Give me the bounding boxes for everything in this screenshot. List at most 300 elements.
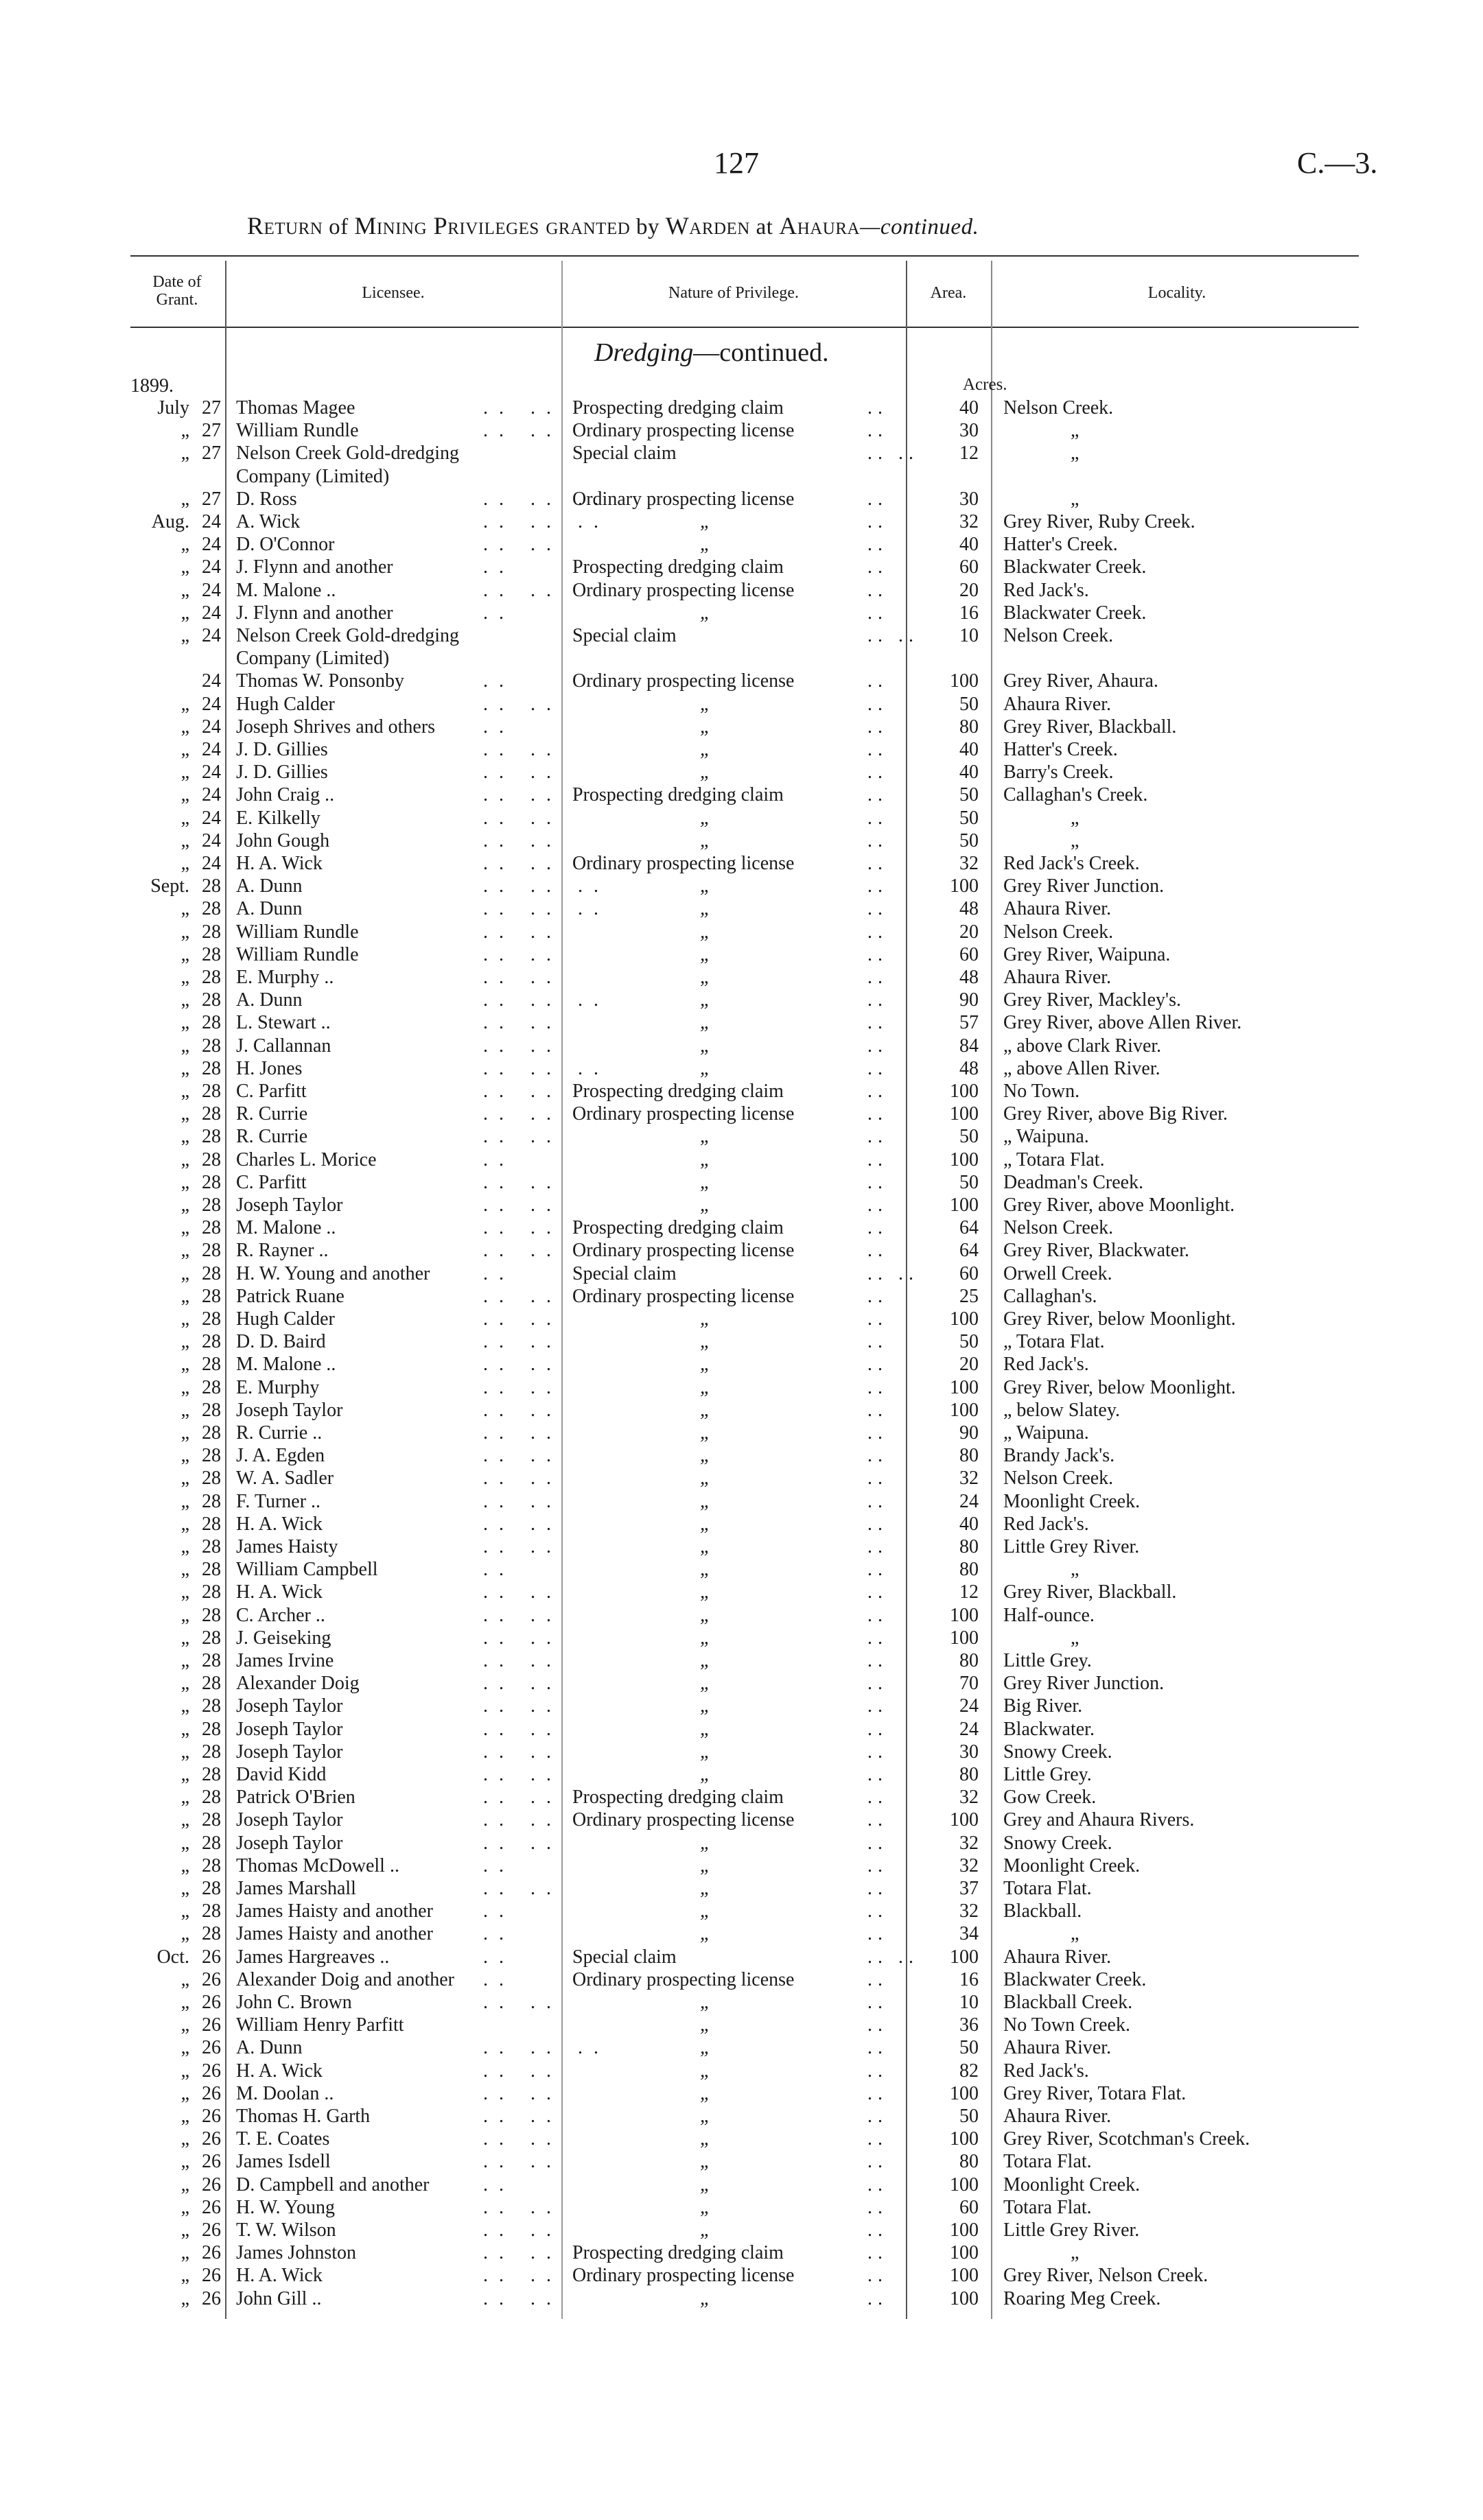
- table-row: [0, 1239, 1483, 1262]
- paper-code: C.—3.: [1297, 146, 1378, 180]
- date-day: 28: [202, 1878, 221, 1899]
- nature-leader-dots: ..: [867, 1354, 888, 1376]
- date-month: „: [180, 1035, 189, 1057]
- table-row: [0, 1353, 1483, 1376]
- area-acres: 50: [959, 693, 979, 715]
- date-day: 26: [202, 2242, 221, 2264]
- area-acres: 100: [950, 1809, 979, 1831]
- licensee: Patrick O'Brien: [236, 1787, 355, 1809]
- date-day: 24: [202, 670, 221, 692]
- date-month: „: [180, 1718, 189, 1740]
- nature-of-privilege: Special claim: [572, 1262, 677, 1284]
- nature-of-privilege: „: [700, 1650, 711, 1671]
- date-day: 28: [202, 1012, 221, 1034]
- header-nature: Nature of Privilege.: [668, 284, 799, 302]
- locality: Nelson Creek.: [1003, 1468, 1114, 1489]
- table-row: [0, 1194, 1483, 1216]
- nature-leader-dots: ..: [867, 1900, 888, 1922]
- licensee: Nelson Creek Gold-dredging: [236, 625, 460, 646]
- date-month: „: [180, 1536, 189, 1557]
- licensee-leader-dots: .. ..: [483, 1354, 562, 1376]
- nature-leader-dots: ..: [867, 1627, 888, 1649]
- nature-leader-dots: ..: [867, 1468, 888, 1489]
- locality: „ above Allen River.: [1003, 1057, 1160, 1079]
- locality: Grey River, Nelson Creek.: [1003, 2265, 1208, 2287]
- area-acres: 24: [959, 1718, 979, 1740]
- licensee: William Rundle: [236, 420, 359, 442]
- nature-leader-dots: ..: [867, 1035, 888, 1057]
- area-acres: 50: [959, 1126, 979, 1148]
- locality: Grey River, below Moonlight.: [1003, 1376, 1236, 1398]
- nature-leader-dots: ..: [867, 1081, 888, 1102]
- nature-leader-dots: ..: [867, 2060, 888, 2082]
- table-row: [0, 2174, 1483, 2196]
- area-acres: 70: [959, 1673, 979, 1695]
- licensee: E. Kilkelly: [236, 807, 320, 829]
- date-day: 28: [202, 1650, 221, 1671]
- nature-leader-dots: ..: [867, 1171, 888, 1193]
- nature-leader-dots: ..: [867, 1012, 888, 1034]
- table-row: [0, 1467, 1483, 1489]
- locality: Nelson Creek.: [1003, 921, 1114, 943]
- table-row: [0, 1399, 1483, 1422]
- table-row: [0, 1854, 1483, 1877]
- nature-leader-dots: ..: [867, 1604, 888, 1626]
- licensee-leader-dots: .. ..: [483, 2196, 562, 2218]
- section-heading: [594, 338, 829, 368]
- area-acres: 100: [950, 1081, 979, 1102]
- table-row: [0, 1968, 1483, 1991]
- licensee: Thomas W. Ponsonby: [236, 670, 405, 692]
- date-day: 26: [202, 1946, 221, 1968]
- date-month: „: [180, 1126, 189, 1148]
- area-acres: 100: [950, 1376, 979, 1398]
- date-month: „: [180, 921, 189, 943]
- date-day: 28: [202, 1422, 221, 1444]
- date-month: „: [180, 2287, 189, 2309]
- licensee-leader-dots: .. ..: [483, 762, 562, 784]
- licensee-leader-dots: .. ..: [483, 1809, 562, 1831]
- date-day: 26: [202, 2151, 221, 2173]
- table-row: [0, 2105, 1483, 2128]
- nature-of-privilege: „: [700, 511, 711, 532]
- nature-leader-dots: .. ..: [867, 625, 919, 646]
- area-acres: 50: [959, 807, 979, 829]
- locality: Callaghan's.: [1003, 1285, 1097, 1307]
- date-month: „: [180, 1695, 189, 1717]
- area-acres: 80: [959, 1764, 979, 1785]
- nature-leader-dots: ..: [867, 420, 888, 442]
- date-month: „: [180, 1650, 189, 1671]
- date-day: 28: [202, 1832, 221, 1854]
- table-row: [0, 2150, 1483, 2173]
- date-day: 28: [202, 1240, 221, 1262]
- licensee-leader-dots: ..: [483, 1946, 515, 1968]
- nature-of-privilege: „: [700, 1468, 711, 1489]
- table-row: [0, 875, 1483, 897]
- nature-leader-dots: ..: [867, 2242, 888, 2264]
- nature-leader-dots: ..: [867, 1422, 888, 1444]
- table-row: [0, 2241, 1483, 2264]
- nature-of-privilege: „: [700, 739, 711, 760]
- licensee-leader-dots: .. ..: [483, 1878, 562, 1899]
- locality: Roaring Meg Creek.: [1003, 2287, 1161, 2309]
- date-month: „: [180, 420, 189, 442]
- licensee-leader-dots: .. ..: [483, 1194, 562, 1216]
- table-row: [0, 1422, 1483, 1444]
- licensee-leader-dots: .. ..: [483, 693, 562, 715]
- nature-of-privilege: „: [700, 1581, 711, 1603]
- nature-leader-dots: ..: [867, 1854, 888, 1876]
- locality: „: [1071, 2242, 1079, 2264]
- table-row: [0, 716, 1483, 738]
- locality: „ below Slatey.: [1003, 1399, 1121, 1421]
- nature-leader-dots: ..: [867, 2128, 888, 2150]
- date-month: „: [180, 853, 189, 874]
- nature-leader-dots: ..: [867, 1878, 888, 1899]
- licensee: H. W. Young and another: [236, 1262, 430, 1284]
- area-acres: 100: [950, 2287, 979, 2309]
- date-month: „: [180, 1923, 189, 1945]
- locality: Grey River, Scotchman's Creek.: [1003, 2128, 1250, 2150]
- locality: No Town Creek.: [1003, 2014, 1130, 2036]
- licensee: James Haisty and another: [236, 1923, 433, 1945]
- date-day: 26: [202, 2174, 221, 2195]
- nature-of-privilege: „: [700, 921, 711, 943]
- nature-of-privilege: „: [700, 2196, 711, 2218]
- nature-of-privilege: „: [700, 2287, 711, 2309]
- licensee: Company (Limited): [236, 465, 390, 487]
- locality: „: [1071, 1559, 1079, 1581]
- header-area: Area.: [930, 284, 967, 302]
- nature-of-privilege: „: [700, 1764, 711, 1785]
- licensee-leader-dots: .. ..: [483, 1490, 562, 1512]
- date-day: 24: [202, 829, 221, 851]
- nature-leader-dots: ..: [867, 2287, 888, 2309]
- nature-of-privilege: „: [700, 1832, 711, 1854]
- nature-of-privilege: Special claim: [572, 443, 677, 464]
- licensee-leader-dots: .. ..: [483, 807, 562, 829]
- nature-leader-dots: ..: [867, 762, 888, 784]
- locality: Ahaura River.: [1003, 2106, 1112, 2127]
- date-month: „: [180, 2106, 189, 2127]
- date-day: 26: [202, 2106, 221, 2127]
- locality: Blackwater Creek.: [1003, 602, 1147, 624]
- nature-leader-dots: ..: [867, 579, 888, 601]
- date-month: „: [180, 1559, 189, 1581]
- licensee-leader-dots: .. ..: [483, 2128, 562, 2150]
- nature-of-privilege: „: [700, 2219, 711, 2241]
- locality: Nelson Creek.: [1003, 397, 1114, 419]
- area-acres: 100: [950, 2174, 979, 2195]
- licensee-leader-dots: .. ..: [483, 1787, 562, 1809]
- table-row: [0, 2082, 1483, 2105]
- licensee: W. A. Sadler: [236, 1468, 334, 1489]
- date-day: 24: [202, 784, 221, 806]
- table-row: [0, 624, 1483, 647]
- licensee-leader-dots: .. ..: [483, 2265, 562, 2287]
- date-day: 28: [202, 1126, 221, 1148]
- licensee-leader-dots: ..: [483, 1968, 515, 1990]
- licensee: H. W. Young: [236, 2196, 335, 2218]
- area-acres: 50: [959, 784, 979, 806]
- date-month: „: [180, 943, 189, 965]
- table-row: [0, 1763, 1483, 1786]
- locality: Moonlight Creek.: [1003, 1490, 1141, 1512]
- licensee: John Gough: [236, 829, 330, 851]
- licensee-leader-dots: .. ..: [483, 967, 562, 988]
- year-label: 1899.: [130, 375, 174, 397]
- locality: Ahaura River.: [1003, 1946, 1112, 1968]
- licensee-leader-dots: ..: [483, 1900, 515, 1922]
- date-month: „: [180, 807, 189, 829]
- licensee: Charles L. Morice: [236, 1149, 377, 1170]
- nature-of-privilege: „: [700, 1057, 711, 1079]
- date-month: „: [180, 1240, 189, 1262]
- locality: „: [1071, 807, 1079, 829]
- table-row: [0, 1376, 1483, 1399]
- title-continued: —continued.: [860, 215, 979, 239]
- nature-leader-dots: ..: [867, 1399, 888, 1421]
- area-acres: 20: [959, 579, 979, 601]
- area-acres: 32: [959, 1787, 979, 1809]
- nature-leader-dots: ..: [867, 556, 888, 578]
- date-day: 28: [202, 1787, 221, 1809]
- area-unit: Acres.: [963, 375, 1007, 394]
- date-month: „: [180, 1764, 189, 1785]
- table-row: [0, 1922, 1483, 1945]
- table-row: [0, 1035, 1483, 1057]
- table-row: [0, 1171, 1483, 1194]
- licensee: Thomas Magee: [236, 397, 355, 419]
- area-acres: 32: [959, 1832, 979, 1854]
- table-row: [0, 2196, 1483, 2219]
- date-day: 24: [202, 762, 221, 784]
- table-row: [0, 1832, 1483, 1854]
- nature-leader-dots: ..: [867, 2265, 888, 2287]
- licensee-leader-dots: .. ..: [483, 1126, 562, 1148]
- area-acres: 40: [959, 1513, 979, 1535]
- area-acres: 100: [950, 2242, 979, 2264]
- licensee-leader-dots: .. ..: [483, 2106, 562, 2127]
- date-day: 26: [202, 2196, 221, 2218]
- nature-of-privilege: „: [700, 1126, 711, 1148]
- area-acres: 100: [950, 1946, 979, 1968]
- area-acres: 100: [950, 670, 979, 692]
- nature-of-privilege: Special claim: [572, 625, 677, 646]
- licensee: Joseph Taylor: [236, 1718, 343, 1740]
- licensee: James Hargreaves ..: [236, 1946, 390, 1968]
- nature-of-privilege: „: [700, 943, 711, 965]
- locality: Grey River, Ahaura.: [1003, 670, 1158, 692]
- date-month: „: [180, 898, 189, 920]
- table-row: [0, 1125, 1483, 1148]
- area-acres: 40: [959, 534, 979, 556]
- date-day: 28: [202, 1764, 221, 1785]
- licensee: Alexander Doig: [236, 1673, 360, 1695]
- nature-of-privilege: „: [700, 2082, 711, 2104]
- date-month: „: [180, 1171, 189, 1193]
- area-acres: 80: [959, 716, 979, 738]
- licensee: William Rundle: [236, 921, 359, 943]
- nature-leader-dots: ..: [867, 784, 888, 806]
- date-day: 28: [202, 1718, 221, 1740]
- locality: Grey River, Blackball.: [1003, 1581, 1177, 1603]
- licensee: J. Flynn and another: [236, 602, 393, 624]
- title-word: by: [636, 215, 660, 239]
- table-row: [0, 1741, 1483, 1763]
- locality: Little Grey.: [1003, 1650, 1092, 1671]
- date-month: „: [180, 1968, 189, 1990]
- locality: Grey River, Waipuna.: [1003, 943, 1171, 965]
- nature-leader-dots: ..: [867, 1832, 888, 1854]
- area-acres: 12: [959, 443, 979, 464]
- licensee: William Campbell: [236, 1559, 378, 1581]
- licensee-leader-dots: .. ..: [483, 579, 562, 601]
- table-row: [0, 602, 1483, 624]
- nature-leader-dots: ..: [867, 1787, 888, 1809]
- licensee-leader-dots: .. ..: [483, 1171, 562, 1193]
- locality: Moonlight Creek.: [1003, 2174, 1141, 2195]
- area-acres: 10: [959, 625, 979, 646]
- area-acres: 90: [959, 1422, 979, 1444]
- date-month: „: [180, 556, 189, 578]
- locality: Snowy Creek.: [1003, 1832, 1112, 1854]
- nature-leader-dots: .. ..: [867, 1262, 919, 1284]
- locality: Callaghan's Creek.: [1003, 784, 1148, 806]
- locality: Red Jack's.: [1003, 1354, 1089, 1376]
- licensee-leader-dots: .. .. ..: [483, 2037, 609, 2059]
- date-day: 28: [202, 1673, 221, 1695]
- licensee: C. Parfitt: [236, 1081, 307, 1102]
- table-row: [0, 966, 1483, 989]
- licensee: F. Turner ..: [236, 1490, 321, 1512]
- date-day: 27: [202, 397, 221, 419]
- area-acres: 50: [959, 1171, 979, 1193]
- locality: Nelson Creek.: [1003, 625, 1114, 646]
- locality: Deadman's Creek.: [1003, 1171, 1144, 1193]
- area-acres: 100: [950, 1604, 979, 1626]
- licensee: James Haisty: [236, 1536, 338, 1557]
- locality: Totara Flat.: [1003, 1878, 1092, 1899]
- area-acres: 34: [959, 1923, 979, 1945]
- date-month: „: [180, 1399, 189, 1421]
- title-word: at: [756, 215, 773, 239]
- date-day: 26: [202, 2128, 221, 2150]
- nature-leader-dots: ..: [867, 2082, 888, 2104]
- area-acres: 30: [959, 1741, 979, 1763]
- locality: Gow Creek.: [1003, 1787, 1097, 1809]
- nature-leader-dots: ..: [867, 1741, 888, 1763]
- date-day: 28: [202, 943, 221, 965]
- locality: „: [1071, 1627, 1079, 1649]
- licensee: L. Stewart ..: [236, 1012, 331, 1034]
- nature-leader-dots: ..: [867, 943, 888, 965]
- licensee: D. D. Baird: [236, 1331, 326, 1353]
- licensee: H. A. Wick: [236, 853, 323, 874]
- licensee-leader-dots: .. ..: [483, 739, 562, 760]
- nature-of-privilege: „: [700, 2151, 711, 2173]
- date-day: 26: [202, 2265, 221, 2287]
- date-day: 28: [202, 1399, 221, 1421]
- licensee: J. Flynn and another: [236, 556, 393, 578]
- nature-of-privilege: Ordinary prospecting license: [572, 579, 795, 601]
- nature-leader-dots: ..: [867, 1103, 888, 1125]
- date-day: 28: [202, 898, 221, 920]
- table-row: [0, 829, 1483, 852]
- locality: Ahaura River.: [1003, 693, 1112, 715]
- date-day: 28: [202, 1513, 221, 1535]
- date-day: 28: [202, 1559, 221, 1581]
- licensee: Joseph Taylor: [236, 1194, 343, 1216]
- nature-of-privilege: Prospecting dredging claim: [572, 1081, 784, 1102]
- date-day: 28: [202, 1536, 221, 1557]
- licensee: John Gill ..: [236, 2287, 322, 2309]
- table-row: [0, 784, 1483, 806]
- date-day: 26: [202, 2014, 221, 2036]
- date-month: „: [180, 1673, 189, 1695]
- area-acres: 80: [959, 2151, 979, 2173]
- date-day: 28: [202, 1103, 221, 1125]
- date-day: 28: [202, 1581, 221, 1603]
- nature-leader-dots: ..: [867, 875, 888, 897]
- licensee: Hugh Calder: [236, 693, 335, 715]
- area-acres: 12: [959, 1581, 979, 1603]
- area-acres: 100: [950, 2219, 979, 2241]
- nature-leader-dots: ..: [867, 2037, 888, 2059]
- nature-of-privilege: „: [700, 1399, 711, 1421]
- table-row: [0, 738, 1483, 761]
- locality: „ Waipuna.: [1003, 1126, 1089, 1148]
- nature-of-privilege: „: [700, 1308, 711, 1330]
- date-day: 28: [202, 1057, 221, 1079]
- nature-of-privilege: Prospecting dredging claim: [572, 1787, 784, 1809]
- date-month: „: [180, 1787, 189, 1809]
- licensee-leader-dots: .. ..: [483, 1399, 562, 1421]
- date-day: 28: [202, 921, 221, 943]
- licensee-leader-dots: .. ..: [483, 1627, 562, 1649]
- nature-of-privilege: Special claim: [572, 1946, 677, 1968]
- nature-of-privilege: „: [700, 1673, 711, 1695]
- licensee: H. A. Wick: [236, 2265, 323, 2287]
- licensee-leader-dots: .. .. ..: [483, 875, 609, 897]
- nature-leader-dots: ..: [867, 1809, 888, 1831]
- licensee: Company (Limited): [236, 648, 390, 670]
- nature-of-privilege: „: [700, 1012, 711, 1034]
- licensee-leader-dots: .. .. ..: [483, 898, 609, 920]
- date-month: „: [180, 1081, 189, 1102]
- nature-leader-dots: ..: [867, 1376, 888, 1398]
- date-month: „: [180, 2128, 189, 2150]
- nature-of-privilege: „: [700, 2060, 711, 2082]
- nature-of-privilege: „: [700, 602, 711, 624]
- licensee: David Kidd: [236, 1764, 327, 1785]
- nature-of-privilege: „: [700, 1331, 711, 1353]
- nature-leader-dots: ..: [867, 534, 888, 556]
- locality: Ahaura River.: [1003, 898, 1112, 920]
- table-row: [0, 1308, 1483, 1330]
- licensee: H. A. Wick: [236, 1581, 323, 1603]
- licensee: R. Currie ..: [236, 1422, 323, 1444]
- area-acres: 57: [959, 1012, 979, 1034]
- nature-of-privilege: Ordinary prospecting license: [572, 420, 795, 442]
- area-acres: 40: [959, 397, 979, 419]
- date-month: „: [180, 2151, 189, 2173]
- table-row: [0, 1604, 1483, 1627]
- locality: Nelson Creek.: [1003, 1217, 1114, 1239]
- date-month: „: [180, 739, 189, 760]
- area-acres: 30: [959, 488, 979, 510]
